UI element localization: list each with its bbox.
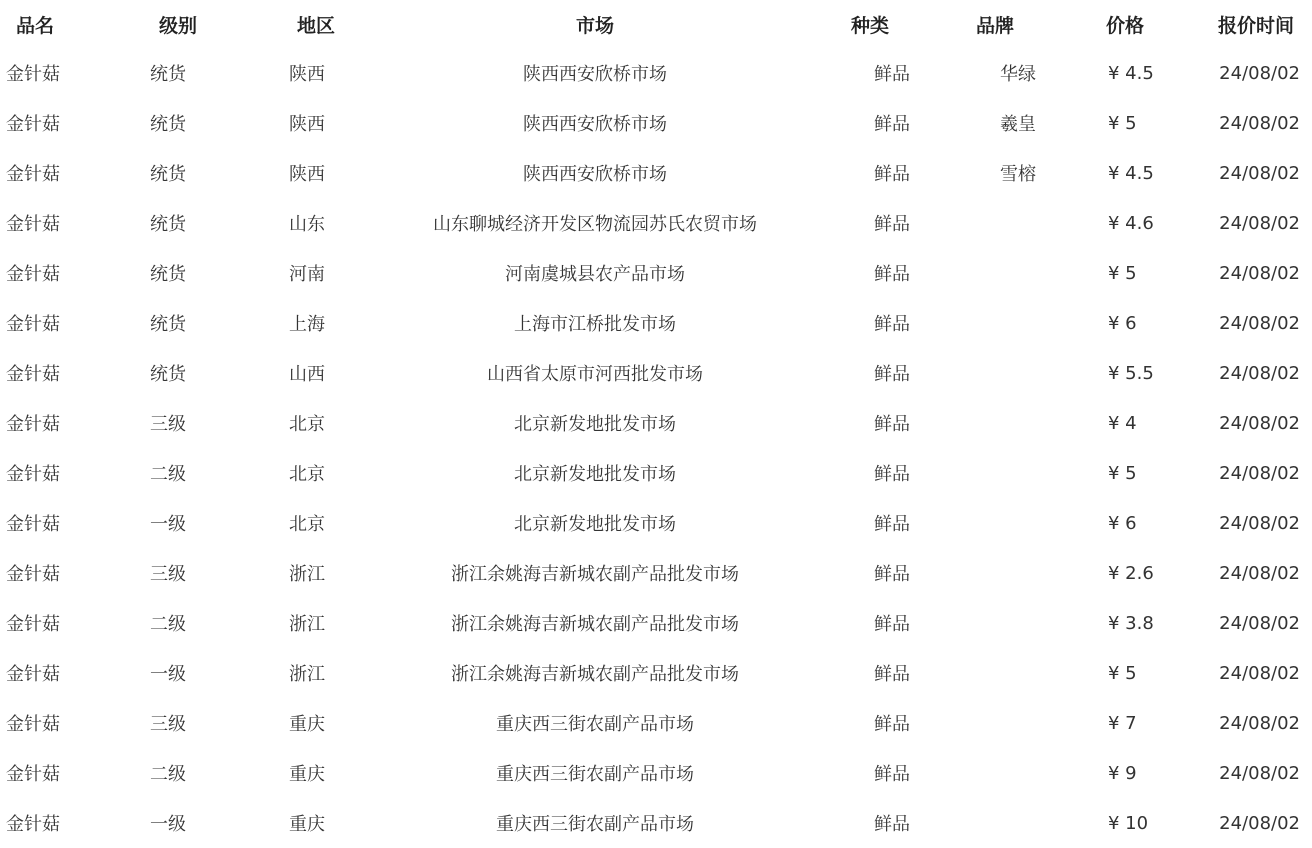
- cell-name: 金针菇: [6, 364, 60, 385]
- cell-type: 鲜品: [874, 664, 910, 685]
- cell-area: 重庆: [289, 764, 325, 785]
- cell-brand: [910, 398, 1080, 448]
- cell-type: 鲜品: [874, 264, 910, 285]
- cell-type: 鲜品: [874, 714, 910, 735]
- cell-type: 鲜品: [874, 814, 910, 835]
- table-row: [0, 798, 1312, 848]
- cell-area: 重庆: [289, 714, 325, 735]
- cell-market: 上海市江桥批发市场: [514, 314, 676, 335]
- header-area: 地区: [296, 14, 335, 37]
- header-grade: 级别: [158, 14, 197, 37]
- cell-market: 北京新发地批发市场: [514, 514, 676, 535]
- cell-market: 山东聊城经济开发区物流园苏氏农贸市场: [433, 214, 757, 235]
- cell-brand: [910, 748, 1080, 798]
- cell-grade: 统货: [150, 214, 186, 235]
- cell-market: 北京新发地批发市场: [514, 414, 676, 435]
- cell-name: 金针菇: [6, 264, 60, 285]
- cell-grade: 统货: [150, 264, 186, 285]
- cell-grade: 统货: [150, 314, 186, 335]
- table-row: [0, 698, 1312, 748]
- cell-area: 山东: [289, 214, 325, 235]
- cell-date: 24/08/02: [1219, 762, 1300, 784]
- cell-price: ¥ 4.6: [1108, 212, 1154, 234]
- header-market: 市场: [575, 14, 614, 37]
- cell-type: 鲜品: [874, 164, 910, 185]
- cell-date: 24/08/02: [1219, 212, 1300, 234]
- cell-date: 24/08/02: [1219, 612, 1300, 634]
- header-brand: 品牌: [975, 14, 1014, 37]
- cell-market: 浙江余姚海吉新城农副产品批发市场: [451, 664, 739, 685]
- cell-date: 24/08/02: [1219, 162, 1300, 184]
- cell-type: 鲜品: [874, 614, 910, 635]
- cell-date: 24/08/02: [1219, 812, 1300, 834]
- cell-market: 河南虞城县农产品市场: [505, 264, 685, 285]
- cell-grade: 三级: [150, 414, 186, 435]
- table-header: [0, 0, 1312, 48]
- cell-area: 浙江: [289, 564, 325, 585]
- cell-grade: 统货: [150, 164, 186, 185]
- cell-type: 鲜品: [874, 414, 910, 435]
- cell-name: 金针菇: [6, 214, 60, 235]
- cell-brand: [910, 598, 1080, 648]
- cell-brand: [910, 248, 1080, 298]
- cell-type: 鲜品: [874, 764, 910, 785]
- table-row: [0, 248, 1312, 298]
- cell-date: 24/08/02: [1219, 562, 1300, 584]
- cell-date: 24/08/02: [1219, 412, 1300, 434]
- cell-type: 鲜品: [874, 464, 910, 485]
- cell-date: 24/08/02: [1219, 112, 1300, 134]
- table-row: [0, 548, 1312, 598]
- cell-price: ¥ 4: [1108, 412, 1137, 434]
- cell-brand: [910, 548, 1080, 598]
- cell-price: ¥ 4.5: [1108, 62, 1154, 84]
- cell-date: 24/08/02: [1219, 712, 1300, 734]
- cell-date: 24/08/02: [1219, 362, 1300, 384]
- cell-name: 金针菇: [6, 64, 60, 85]
- cell-type: 鲜品: [874, 514, 910, 535]
- cell-brand: 华绿: [1000, 64, 1036, 85]
- cell-name: 金针菇: [6, 764, 60, 785]
- cell-area: 陕西: [289, 164, 325, 185]
- cell-name: 金针菇: [6, 564, 60, 585]
- cell-type: 鲜品: [874, 114, 910, 135]
- cell-area: 陕西: [289, 64, 325, 85]
- cell-area: 浙江: [289, 664, 325, 685]
- cell-area: 北京: [289, 464, 325, 485]
- cell-market: 重庆西三街农副产品市场: [496, 814, 694, 835]
- cell-name: 金针菇: [6, 164, 60, 185]
- cell-grade: 一级: [150, 814, 186, 835]
- cell-price: ¥ 5.5: [1108, 362, 1154, 384]
- cell-type: 鲜品: [874, 564, 910, 585]
- cell-market: 陕西西安欣桥市场: [523, 114, 667, 135]
- cell-type: 鲜品: [874, 214, 910, 235]
- table-row: [0, 648, 1312, 698]
- cell-price: ¥ 2.6: [1108, 562, 1154, 584]
- cell-price: ¥ 9: [1108, 762, 1137, 784]
- cell-grade: 统货: [150, 114, 186, 135]
- cell-name: 金针菇: [6, 464, 60, 485]
- table-row: [0, 748, 1312, 798]
- cell-date: 24/08/02: [1219, 312, 1300, 334]
- cell-brand: [910, 448, 1080, 498]
- cell-market: 北京新发地批发市场: [514, 464, 676, 485]
- cell-area: 北京: [289, 414, 325, 435]
- cell-grade: 二级: [150, 464, 186, 485]
- cell-brand: [910, 698, 1080, 748]
- header-type: 种类: [850, 14, 889, 37]
- cell-brand: 雪榕: [1000, 164, 1036, 185]
- cell-area: 山西: [289, 364, 325, 385]
- table-row: [0, 448, 1312, 498]
- cell-date: 24/08/02: [1219, 62, 1300, 84]
- cell-brand: [910, 498, 1080, 548]
- table-row: [0, 48, 1312, 98]
- cell-grade: 二级: [150, 614, 186, 635]
- cell-market: 山西省太原市河西批发市场: [487, 364, 703, 385]
- cell-brand: 羲皇: [1000, 114, 1036, 135]
- cell-date: 24/08/02: [1219, 512, 1300, 534]
- cell-price: ¥ 5: [1108, 112, 1137, 134]
- cell-market: 浙江余姚海吉新城农副产品批发市场: [451, 564, 739, 585]
- table-row: [0, 348, 1312, 398]
- cell-grade: 三级: [150, 714, 186, 735]
- cell-area: 上海: [289, 314, 325, 335]
- cell-name: 金针菇: [6, 114, 60, 135]
- cell-price: ¥ 5: [1108, 462, 1137, 484]
- table-row: [0, 198, 1312, 248]
- cell-grade: 二级: [150, 764, 186, 785]
- cell-price: ¥ 3.8: [1108, 612, 1154, 634]
- cell-price: ¥ 4.5: [1108, 162, 1154, 184]
- table-row: [0, 98, 1312, 148]
- cell-market: 重庆西三街农副产品市场: [496, 764, 694, 785]
- cell-brand: [910, 798, 1080, 848]
- cell-type: 鲜品: [874, 64, 910, 85]
- cell-name: 金针菇: [6, 664, 60, 685]
- cell-area: 浙江: [289, 614, 325, 635]
- cell-grade: 统货: [150, 364, 186, 385]
- cell-grade: 统货: [150, 64, 186, 85]
- cell-price: ¥ 6: [1108, 512, 1137, 534]
- cell-price: ¥ 5: [1108, 662, 1137, 684]
- header-name: 品名: [16, 14, 55, 37]
- cell-price: ¥ 6: [1108, 312, 1137, 334]
- cell-grade: 一级: [150, 514, 186, 535]
- cell-grade: 三级: [150, 564, 186, 585]
- cell-area: 重庆: [289, 814, 325, 835]
- cell-name: 金针菇: [6, 414, 60, 435]
- cell-brand: [910, 348, 1080, 398]
- cell-market: 陕西西安欣桥市场: [523, 164, 667, 185]
- table-row: [0, 398, 1312, 448]
- cell-area: 陕西: [289, 114, 325, 135]
- cell-date: 24/08/02: [1219, 462, 1300, 484]
- cell-market: 重庆西三街农副产品市场: [496, 714, 694, 735]
- cell-market: 陕西西安欣桥市场: [523, 64, 667, 85]
- cell-brand: [910, 648, 1080, 698]
- table-row: [0, 148, 1312, 198]
- cell-name: 金针菇: [6, 714, 60, 735]
- cell-price: ¥ 7: [1108, 712, 1137, 734]
- cell-date: 24/08/02: [1219, 262, 1300, 284]
- header-row: [0, 0, 1312, 48]
- cell-name: 金针菇: [6, 814, 60, 835]
- cell-price: ¥ 10: [1108, 812, 1149, 834]
- cell-type: 鲜品: [874, 364, 910, 385]
- cell-date: 24/08/02: [1219, 662, 1300, 684]
- table-row: [0, 598, 1312, 648]
- cell-area: 北京: [289, 514, 325, 535]
- cell-market: 浙江余姚海吉新城农副产品批发市场: [451, 614, 739, 635]
- cell-brand: [910, 198, 1080, 248]
- cell-brand: [910, 298, 1080, 348]
- cell-name: 金针菇: [6, 314, 60, 335]
- cell-area: 河南: [289, 264, 325, 285]
- table-row: [0, 298, 1312, 348]
- cell-grade: 一级: [150, 664, 186, 685]
- table-row: [0, 498, 1312, 548]
- header-date: 报价时间: [1217, 14, 1294, 37]
- cell-name: 金针菇: [6, 514, 60, 535]
- header-price: 价格: [1105, 14, 1144, 37]
- cell-name: 金针菇: [6, 614, 60, 635]
- cell-price: ¥ 5: [1108, 262, 1137, 284]
- table-body: [0, 48, 1312, 848]
- cell-type: 鲜品: [874, 314, 910, 335]
